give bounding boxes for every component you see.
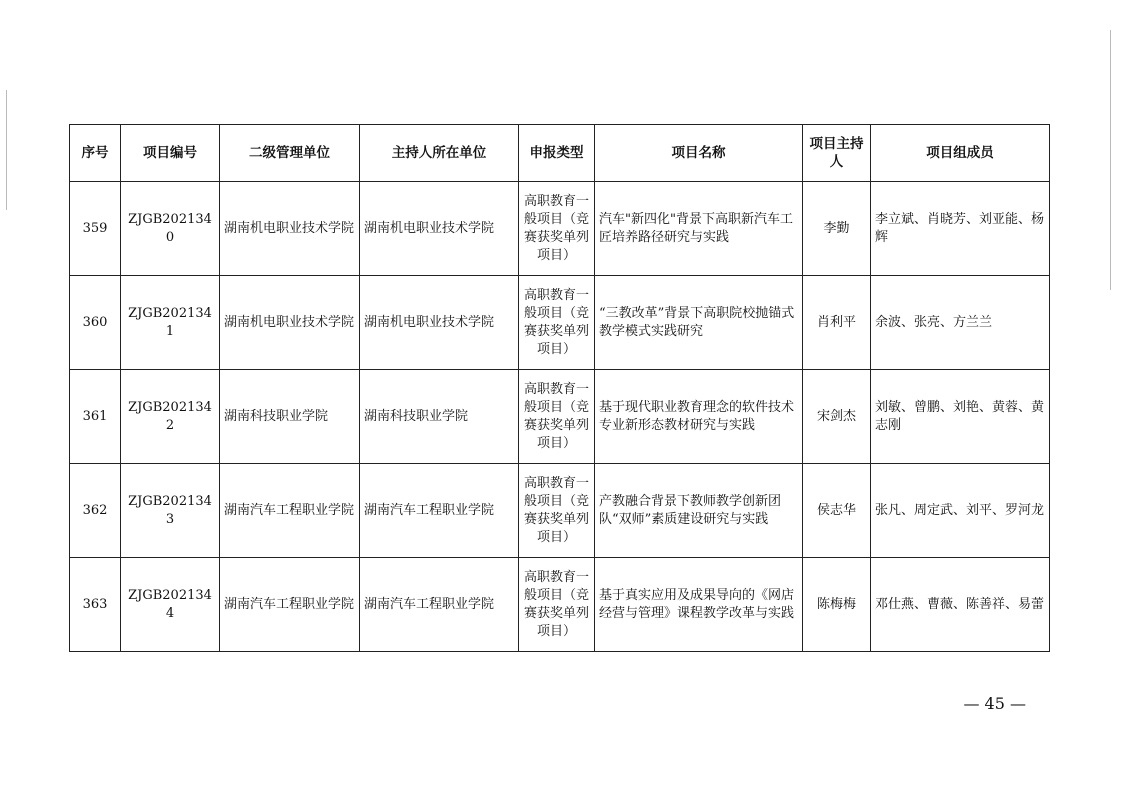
scan-edge-mark [1110,30,1111,290]
cell-unit: 湖南汽车工程职业学院 [220,558,360,652]
cell-unit: 湖南科技职业学院 [220,370,360,464]
cell-host-unit: 湖南机电职业技术学院 [360,182,519,276]
table-row [70,370,1050,464]
header-unit: 二级管理单位 [220,125,360,182]
cell-members: 李立斌、肖晓芳、刘亚能、杨辉 [871,182,1050,276]
cell-code: ZJGB2021343 [121,464,220,558]
cell-unit: 湖南汽车工程职业学院 [220,464,360,558]
cell-members: 邓仕燕、曹薇、陈善祥、易蕾 [871,558,1050,652]
cell-seq: 363 [70,558,121,652]
header-name: 项目名称 [595,125,803,182]
cell-seq: 362 [70,464,121,558]
table-row [70,558,1050,652]
cell-members: 刘敏、曾鹏、刘艳、黄蓉、黄志刚 [871,370,1050,464]
cell-host: 陈梅梅 [803,558,871,652]
header-host: 项目主持人 [803,125,871,182]
table-row [70,276,1050,370]
cell-name: 产教融合背景下教师教学创新团队“双师”素质建设研究与实践 [595,464,803,558]
page-number: — 45 — [963,694,1026,713]
cell-host-unit: 湖南汽车工程职业学院 [360,558,519,652]
table-row [70,464,1050,558]
cell-type: 高职教育一般项目（竞赛获奖单列项目） [519,276,595,370]
cell-host-unit: 湖南机电职业技术学院 [360,276,519,370]
cell-code: ZJGB2021341 [121,276,220,370]
cell-members: 余波、张亮、方兰兰 [871,276,1050,370]
cell-type: 高职教育一般项目（竞赛获奖单列项目） [519,464,595,558]
cell-code: ZJGB2021340 [121,182,220,276]
cell-host: 肖利平 [803,276,871,370]
header-code: 项目编号 [121,125,220,182]
cell-name: 汽车"新四化"背景下高职新汽车工匠培养路径研究与实践 [595,182,803,276]
cell-seq: 359 [70,182,121,276]
cell-host-unit: 湖南汽车工程职业学院 [360,464,519,558]
project-table [69,124,1050,652]
cell-unit: 湖南机电职业技术学院 [220,182,360,276]
header-type: 申报类型 [519,125,595,182]
header-host-unit: 主持人所在单位 [360,125,519,182]
scan-edge-mark [6,90,7,210]
cell-name: 基于真实应用及成果导向的《网店经营与管理》课程教学改革与实践 [595,558,803,652]
cell-name: 基于现代职业教育理念的软件技术专业新形态教材研究与实践 [595,370,803,464]
cell-host-unit: 湖南科技职业学院 [360,370,519,464]
cell-host: 李勤 [803,182,871,276]
cell-code: ZJGB2021344 [121,558,220,652]
cell-type: 高职教育一般项目（竞赛获奖单列项目） [519,182,595,276]
table-header-row [70,125,1050,182]
header-seq: 序号 [70,125,121,182]
cell-code: ZJGB2021342 [121,370,220,464]
header-members: 项目组成员 [871,125,1050,182]
cell-type: 高职教育一般项目（竞赛获奖单列项目） [519,370,595,464]
cell-host: 侯志华 [803,464,871,558]
cell-seq: 360 [70,276,121,370]
cell-unit: 湖南机电职业技术学院 [220,276,360,370]
table-row [70,182,1050,276]
cell-name: “三教改革”背景下高职院校抛锚式教学模式实践研究 [595,276,803,370]
cell-host: 宋剑杰 [803,370,871,464]
cell-seq: 361 [70,370,121,464]
cell-type: 高职教育一般项目（竞赛获奖单列项目） [519,558,595,652]
cell-members: 张凡、周定武、刘平、罗河龙 [871,464,1050,558]
